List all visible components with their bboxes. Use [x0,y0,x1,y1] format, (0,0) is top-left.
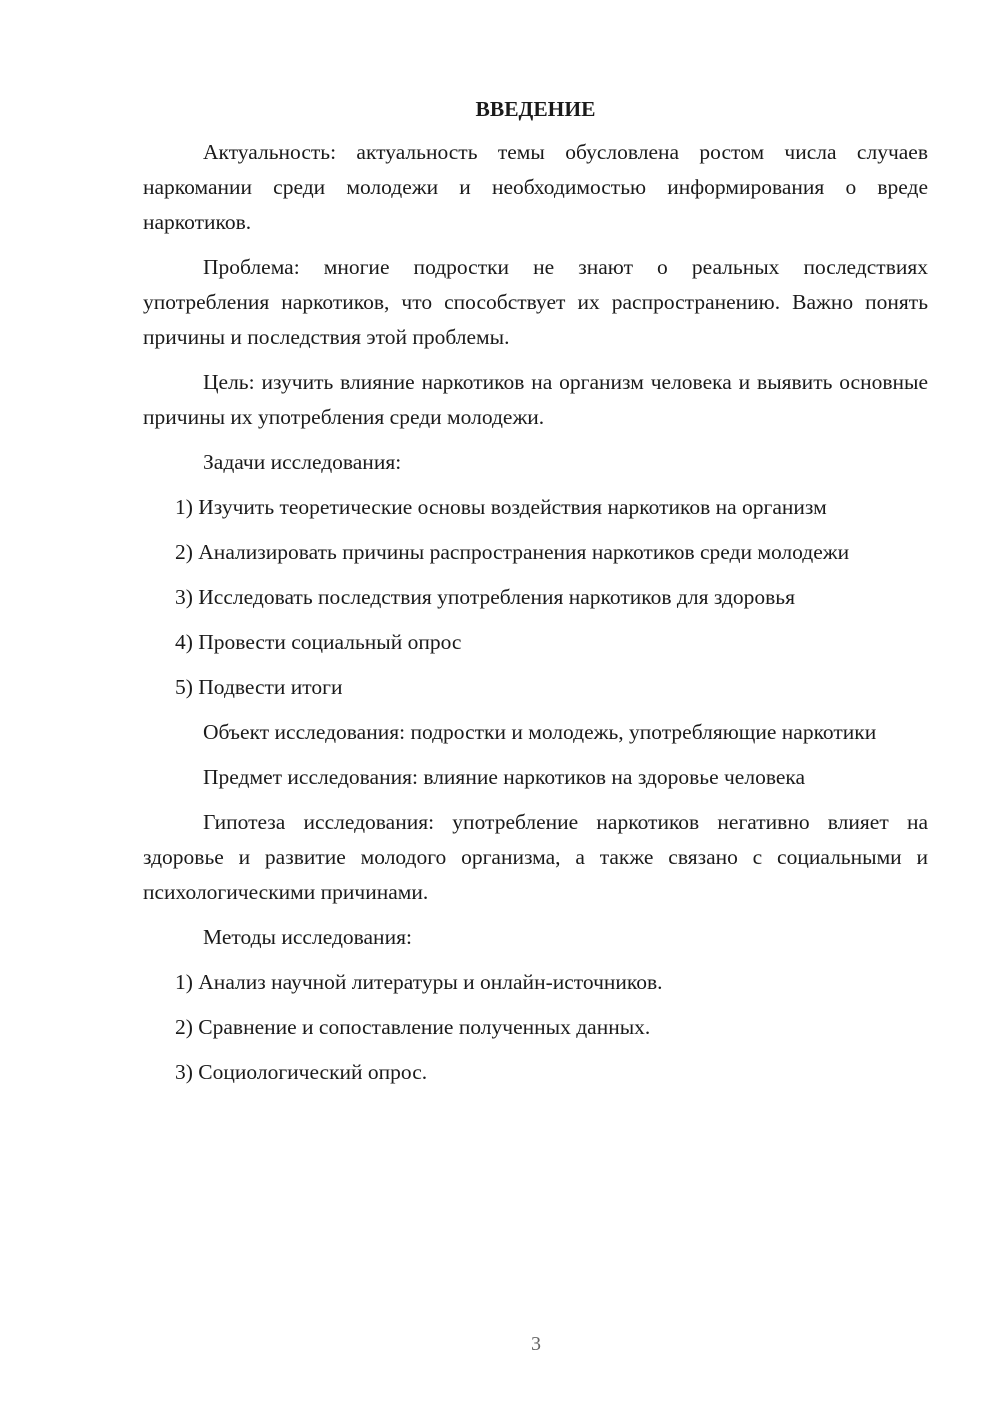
section-title: ВВЕДЕНИЕ [475,97,596,121]
hypothesis-paragraph: Гипотеза исследования: употребление наркотиков негативно влияет на здоровье и развитие молодого организма, а также связано с социальными и психологическими причинами. [143,810,928,904]
method-item: 3) Социологический опрос. [175,1060,428,1084]
task-item: 1) Изучить теоретические основы воздействия наркотиков на организм [175,495,827,519]
goal-paragraph: Цель: изучить влияние наркотиков на организм человека и выявить основные причины их употребления среди молодежи. [143,370,928,429]
task-item: 5) Подвести итоги [175,675,343,699]
task-item: 2) Анализировать причины распространения наркотиков среди молодежи [175,540,850,564]
tasks-heading: Задачи исследования: [203,450,402,474]
page-number: 3 [531,1333,541,1355]
task-item: 3) Исследовать последствия употребления наркотиков для здоровья [175,585,795,609]
methods-heading: Методы исследования: [203,925,412,949]
problem-paragraph: Проблема: многие подростки не знают о реальных последствиях употребления наркотиков, что способствует их распространению. Важно понять причины и последствия этой проблемы. [143,255,928,349]
object-paragraph: Объект исследования: подростки и молодежь, употребляющие наркотики [203,720,877,744]
document-body [143,92,928,1100]
subject-paragraph: Предмет исследования: влияние наркотиков на здоровье человека [203,765,806,789]
relevance-paragraph: Актуальность: актуальность темы обусловлена ростом числа случаев наркомании среди молодежи и необходимостью информирования о вреде наркотиков. [143,140,928,234]
method-item: 1) Анализ научной литературы и онлайн-источников. [175,970,663,994]
task-item: 4) Провести социальный опрос [175,630,462,654]
method-item: 2) Сравнение и сопоставление полученных данных. [175,1015,651,1039]
